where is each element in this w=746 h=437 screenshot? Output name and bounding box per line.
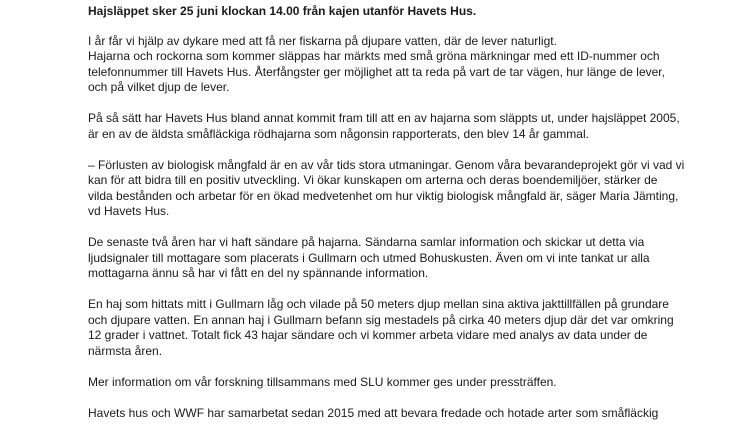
- text-line: är en av de äldsta småfläckiga rödhajarna som någonsin rapporterats, den blev 14 år gammal.: [88, 126, 589, 141]
- text-line: kan för att bidra till en positiv utveckling. Vi ökar kunskapen om arterna och deras boendemiljöer, stärker de: [88, 173, 658, 187]
- text-line: 12 grader i vattnet. Totalt fick 43 hajar sändare och vi kommer arbeta vidare med analys av data under de: [88, 328, 648, 342]
- paragraph-divers-tagging: [88, 34, 700, 96]
- text-line: vd Havets Hus.: [88, 204, 170, 218]
- text-line: På så sätt har Havets Hus bland annat kommit fram till att en av hajarna som släppts ut, under hajsläppet 2005,: [88, 111, 680, 125]
- paragraph-oldest-shark: [88, 111, 700, 142]
- text-line: och på vilket djup de lever.: [88, 80, 230, 94]
- paragraph-depth-findings: [88, 297, 700, 359]
- text-line: En haj som hittats mitt i Gullmarn låg och vilade på 50 meters djup mellan sina aktiva jakttillfällen på grundare: [88, 297, 669, 311]
- paragraph-more-info: [88, 375, 700, 391]
- paragraph-quote: [88, 158, 700, 220]
- text-line: ljudsignaler till mottagare som placerats i Gullmarn och utmed Bohuskusten. Även om vi inte tankat ur alla: [88, 250, 650, 265]
- text-line: mottagarna ännu så har vi fått en del ny spännande information.: [88, 266, 429, 280]
- text-line: Hajarna och rockorna som kommer släppas har märkts med små gröna märkningar med ett ID-nummer och: [88, 49, 660, 63]
- text-line: och djupare vatten. En annan haj i Gullmarn befann sig mestadels på cirka 40 meters djup där det var omkring: [88, 312, 674, 327]
- text-line: – Förlusten av biologisk mångfald är en av vår tids stora utmaningar. Genom våra bevarandeprojekt gör vi vad vi: [88, 157, 685, 172]
- text-line: närmsta åren.: [88, 343, 163, 358]
- document-page: [88, 4, 700, 437]
- text-line: Mer information om vår forskning tillsammans med SLU kommer ges under pressträffen.: [88, 374, 557, 389]
- text-line: Havets hus och WWF har samarbetat sedan 2015 med att bevara fredade och hotade arter som småfläckig: [88, 405, 659, 420]
- text-line: I år får vi hjälp av dykare med att få ner fiskarna på djupare vatten, där de lever naturligt.: [88, 33, 557, 48]
- paragraph-transmitters: [88, 235, 700, 282]
- text-line: telefonnummer till Havets Hus. Återfångster ger möjlighet att ta reda på vart de tar vägen, hur länge de lever,: [88, 64, 665, 79]
- text-line: De senaste två åren har vi haft sändare på hajarna. Sändarna samlar information och skickar ut detta via: [88, 235, 645, 249]
- text-line: vilda bestånden och arbetar för en ökad medvetenhet om hur viktig biologisk mångfald är, säger Maria Jämting,: [88, 188, 679, 203]
- document-heading: Hajsläppet sker 25 juni klockan 14.00 från kajen utanför Havets Hus.: [88, 4, 477, 18]
